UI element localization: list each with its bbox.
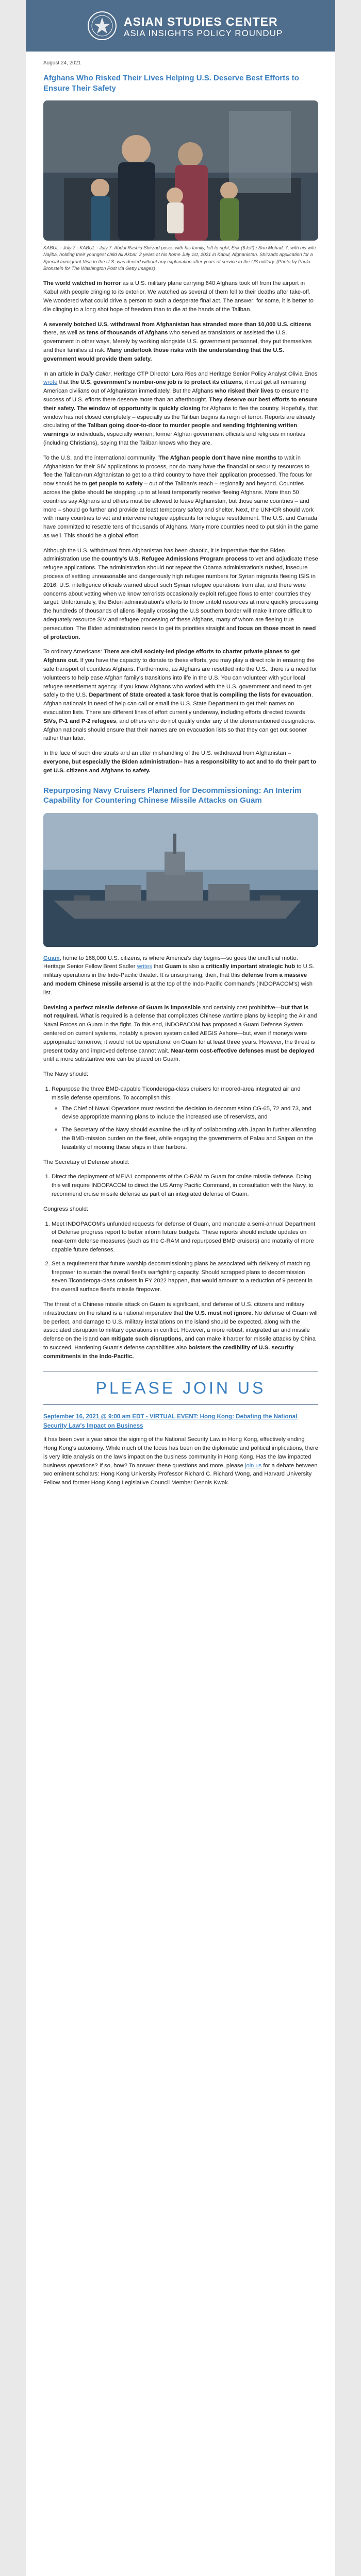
publication-name: Daily Caller [80,370,110,377]
emphasis: A severely botched U.S. withdrawal from Afghanistan has stranded more than 10,000 U.S. citizens [43,321,311,328]
header-banner [26,0,335,52]
congress-recommendations [43,1220,318,1294]
emphasis: get people to safety [88,481,143,487]
text: In the face of such dire straits and an utter mishandling of the U.S. withdrawal from Afghanistan – [43,750,291,757]
emphasis: Guam [165,963,182,970]
secdef-intro: The Secretary of Defense should: [43,1159,129,1165]
event-description [43,1435,318,1487]
wrote-link[interactable]: wrote [43,379,58,386]
navy-recommendations [43,1085,318,1152]
list-item: ◦ The Secretary of the Navy should examine the utility of collaborating with Japan in further alienating the BMD-mission burden on the fleet, while engaging the governments of Palau and Saipan on the feasibility of mooring these ships in their harbors. [62,1126,318,1151]
text: for a debate between two eminent scholars: Hong Kong University Professor Richard C. Richard Wong, and Harvard University Fellow and former Hong Kong Legislative Council Member Dennis Kwok. [43,1462,318,1486]
article-1-paragraph-7 [43,749,318,775]
emphasis: the Taliban going door-to-door to murder people [77,422,210,429]
divider [43,1404,318,1405]
text: and [210,422,223,429]
emphasis: everyone, but especially the Biden administration– has a responsibility to act and to do their part to get U.S. citizens and Afghans to safety. [43,759,317,774]
emphasis: Near-term cost-effective defenses must be deployed [171,1047,315,1054]
emphasis: the U.S. must not ignore. [185,1310,253,1316]
text: If you have the capacity to donate to these efforts, you may play a direct role in ensuring the safe transport of countless Afghans. Furthermore, as Afghans are resettled into the U.S., there is a need for volunteers to help ease Afghan family's transitions into life in the U.S. You can volunteer with your local refugee resettlement agency. If you know Afghans who worked with the U.S. government and need to get safely to the U.S. [43,657,317,699]
join-us-heading: PLEASE JOIN US [95,1379,266,1398]
text: until a more substantive one can be placed on Guam. [43,1056,180,1063]
text: there, as well as [43,330,87,336]
emphasis: The world watched in horror [43,280,121,287]
emphasis: Many undertook those risks with the understanding that the U.S. government would provide them safety. [43,347,284,362]
emphasis: defense from a massive and modern Chinese missile arsenal [43,972,307,987]
list-item: 2. Set a requirement that future warship decommissioning plans be associated with delivery of matching firepower to sustain the overall fleet's warfighting capacity. Should scrapped plans to decommission seven Ticonderoga-class cruisers in FY 2022 happen, that would amount to a reduction of 9 percent in the overall surface fleet's missile firepower. [52,1260,318,1294]
emphasis: the U.S. government's number-one job is to protect its citizens [70,379,242,386]
text: that [152,963,165,970]
guam-link[interactable]: Guam [43,955,60,961]
text: that [57,379,71,386]
text: to vet and adjudicate these refugee applications. The administration should not repeat the Obama administration's rushed, insecure process of settling unreasonable and dangerously high refugee numbers for Syrian migrants fleeing ISIS in 2016. U.S. intelligence officials warned about such Syrian refugee operations from afar, and there were concerns about vetting when we know terrorists occasionally exploit refugee flows to enter countries they target. Unfortunately, the Biden administration's efforts to throw untold resources at more quickly processing the hundreds of thousands of aliens illegally crossing the U.S southern border will make it more difficult to adequately resource SIV and refugee processing of these Afghans, many of whom are fleeing true persecution. The Biden administration needs to get its priorities straight and [43,556,318,632]
emphasis: critically important strategic hub [205,963,296,970]
text: . Afghan nationals in need of help can call or email the U.S. State Department to get their names on evacuation lists. There are different lines of effort currently underway, including efforts directed towards [43,692,313,716]
article-1-paragraph-2 [43,320,318,364]
article-2-photo [43,813,318,947]
text: is also a [181,963,206,970]
newsletter-name: ASIA INSIGHTS POLICY ROUNDUP [124,28,283,38]
text: as a U.S. military plane carrying 640 Afghans took off from the airport in Kabul with people clinging to its exterior. We watched as several of them fell to their deaths after take-off. We wondered what could drive a person to such a desperate final act. The answer: for some, it is better to die clinging to a long shot hope of freedom than to die at the hands of the Taliban. [43,280,314,313]
text: to ensure the success of U.S. efforts there deserve more than an afterthought. [43,388,309,403]
emphasis: who risked their lives [215,388,274,395]
text: What is required is a defense that complicates Chinese wartime plans by keeping the Air and Naval Forces on Guam in the fight. To this end, INDOPACOM has proposed a Guam Defense System centered on current systems, notably a proven system called AEGIS Ashore—but, even if moneys were appropriated tomorrow, it would not be operational on Guam for at least three years. However, the threat is present today and improved defense cannot wait. [43,1013,317,1054]
issue-date: August 24, 2021 [43,60,81,66]
text: , home to 168,000 U.S. citizens, is where America's day begins—so goes the unofficial motto. Heritage Senior Fellow Brent Sadler [43,955,298,970]
emphasis: SIVs, P-1 and P-2 refugees [43,718,117,724]
text: Although the U.S. withdrawal from Afghanistan has been chaotic, it is imperative that the Biden administration use the [43,547,285,563]
emphasis: focus on those most in need of protection. [43,625,316,640]
text: To the U.S. and the international community: [43,454,159,461]
article-2-title[interactable]: Repurposing Navy Cruisers Planned for Decommissioning: An Interim Capability for Countering Chinese Missile Attacks on Guam [43,786,302,805]
congress-intro: Congress should: [43,1206,89,1212]
article-2-paragraph-1 [43,954,318,997]
emphasis: but that is not required. [43,1004,309,1020]
newsletter-content [43,59,318,1494]
emphasis: tens of thousands of Afghans [86,330,168,336]
emphasis: Devising a perfect missile defense of Guam is impossible [43,1004,201,1011]
text: who served as translators or assisted the U.S. government in other ways, Merely by working alongside U.S. government personnel, they put themselves and their families at risk. [43,330,312,353]
family-photo-illustration [43,100,318,241]
text: for Afghans to flee the country. Hopefully, that window has not closed completely – especially as the Taliban begins its reign of terror. Reports are already circulating of [43,405,318,429]
heritage-seal-logo [87,10,118,41]
navy-intro: The Navy should: [43,1071,89,1078]
text: The threat of a Chinese missile attack on Guam is significant, and defense of U.S. citizens and military infrastructure on the island is a national imperative that [43,1301,305,1316]
center-name: ASIAN STUDIES CENTER [124,15,278,28]
article-1-paragraph-3 [43,370,318,448]
text: To ordinary Americans: [43,649,104,655]
emphasis: bolsters the credibility of U.S. security commitments in the Indo-Pacific. [43,1344,294,1360]
navy-cruiser-photo-illustration [43,813,318,947]
emphasis: The Afghan people don't have nine months [158,454,276,461]
emphasis: They deserve our best efforts to ensure their safety. The window of opportunity is quickly closing [43,396,318,412]
emphasis: sending frightening written warnings [43,422,298,438]
list-item: 1. Meet INDOPACOM's unfunded requests for defense of Guam, and mandate a semi-annual Department of Defense progress report to better inform future budgets. These reports should include updates on near-term defense measures (such as the C-RAM and repurposed BMD cruisers) and maturity of more capable future defenses. [52,1220,318,1255]
list-item [52,1085,318,1152]
text: Repurpose the three BMD-capable Ticonderoga-class cruisers for moored-area integrated air and missile defense operations. To accomplish this: [52,1086,301,1101]
emphasis: Department of State created a task force that is compiling the lists for evacuation [89,692,311,699]
article-1-paragraph-4 [43,454,318,540]
event-link[interactable]: September 16, 2021 @ 9:00 am EDT - VIRTUAL EVENT: Hong Kong: Debating the National Security Law's Impact on Business [43,1413,298,1429]
article-2-paragraph-3 [43,1300,318,1361]
list-item: ◦ The Chief of Naval Operations must rescind the decision to decommission CG-65, 72 and 73, and devise appropriate manning plans to include the increased use of reservists, and [62,1105,318,1122]
article-1-paragraph-6 [43,648,318,743]
article-1-paragraph-5 [43,547,318,642]
text: , and others who do not qualify under any of the aforementioned designations. Afghan nationals should ensure that their names are on evacuation lists so that they can get out sooner rather than later. [43,718,316,742]
navy-sub-list [52,1105,318,1152]
secdef-recommendations [43,1173,318,1198]
text: to U.S. military operations in the Indo-Pacific theater. It is unsurprising, then, that this [43,963,315,979]
list-item: 1. Direct the deployment of MEIA1 components of the C-RAM to Guam for cruise missile defense. Doing this will require INDOPACOM to direct the US Army Pacific Command, in consultation with the Navy, to recommend cruise missile defense as part of an integrated defense of Guam. [52,1173,318,1198]
article-2-paragraph-2 [43,1004,318,1064]
text: , Heritage CTP Director Lora Ries and Heritage Senior Policy Analyst Olivia Enos [110,370,318,377]
text: No defense of Guam will be perfect, and damage to U.S. military installations on the island should be expected, along with the associated disruption to military operations in conflict. However, a more robust, integrated air and missile defense on the island [43,1310,318,1343]
join-us-link[interactable]: join us [244,1462,262,1469]
text: , it must get all remaining American civilians out of Afghanistan immediately. But the Afghans [43,379,306,395]
emphasis: country's U.S. Refugee Admissions Program process [101,556,248,563]
article-1-photo [43,100,318,241]
text: – out of the Taliban's reach – regionally and beyond. Countries across the globe should be stepping up to at least temporarily receive fleeing Afghans. More than 50 countries say Afghans and others must be allowed to leave Afghanistan, but those same countries – and more – should go further and provide at least temporary safety and shelter. Next, the UNHCR should work with many countries to vet and intervene refugee applicants for refugee resettlement. The U.S. and Canada have committed to resettle tens of thousands of Afghans. Many more countries need to put skin in the game as well. This should be a global effort. [43,481,318,539]
article-1-caption: KABUL - July 7 - KABUL - July 7: Abdul Rashid Shirzad poses with his family, left to right, Erik (6 left) / Son Mohad, 7, with his wife Najiba, holding their youngest child Ali Akbar, 2 years at his home July 1st, 2021 in Kabul, Afghanistan. Shirzads application for a Special Immigrant Visa to the U.S. was denied without any explanation after years of service to the US military. (Photo by Paula Bronstein for The Washington Post via Getty Images) [43,245,316,272]
article-1-title[interactable]: Afghans Who Risked Their Lives Helping U.S. Deserve Best Efforts to Ensure Their Safety [43,74,299,93]
text: to wait in Afghanistan for their SIV applications to process, nor do many have the financial or security resources to flee the Taliban-run Afghanistan to get to a third country to have their application processed. The focus for now should be to [43,454,313,487]
text: and certainly cost prohibitive— [201,1004,281,1011]
text: It has been over a year since the signing of the National Security Law in Hong Kong, effectively ending Hong Kong's autonomy. While much of the focus has been on the diplomatic and political implications, there is very little analysis on the law's impact on the business community in Hong Kong. Has the law impacted business operations? If so, how? To answer these questions and more, please [43,1436,319,1469]
text: is at the top of the Indo-Pacific Command's (INDOPACOM's) wish list. [43,981,313,996]
text: In an article in [43,370,81,377]
text: , and can make it harder for missile attacks by China to succeed. Hardening Guam's defense capabilities also [43,1336,316,1351]
text: to individuals, especially women, former Afghan government officials and religious minorities (including Christians), saying that the Taliban knows who they are. [43,431,305,446]
article-1-paragraph-1 [43,279,318,314]
emphasis: There are civil society-led pledge efforts to charter private planes to get Afghans out. [43,649,300,664]
writes-link[interactable]: writes [137,963,152,970]
emphasis: can mitigate such disruptions [100,1336,182,1343]
